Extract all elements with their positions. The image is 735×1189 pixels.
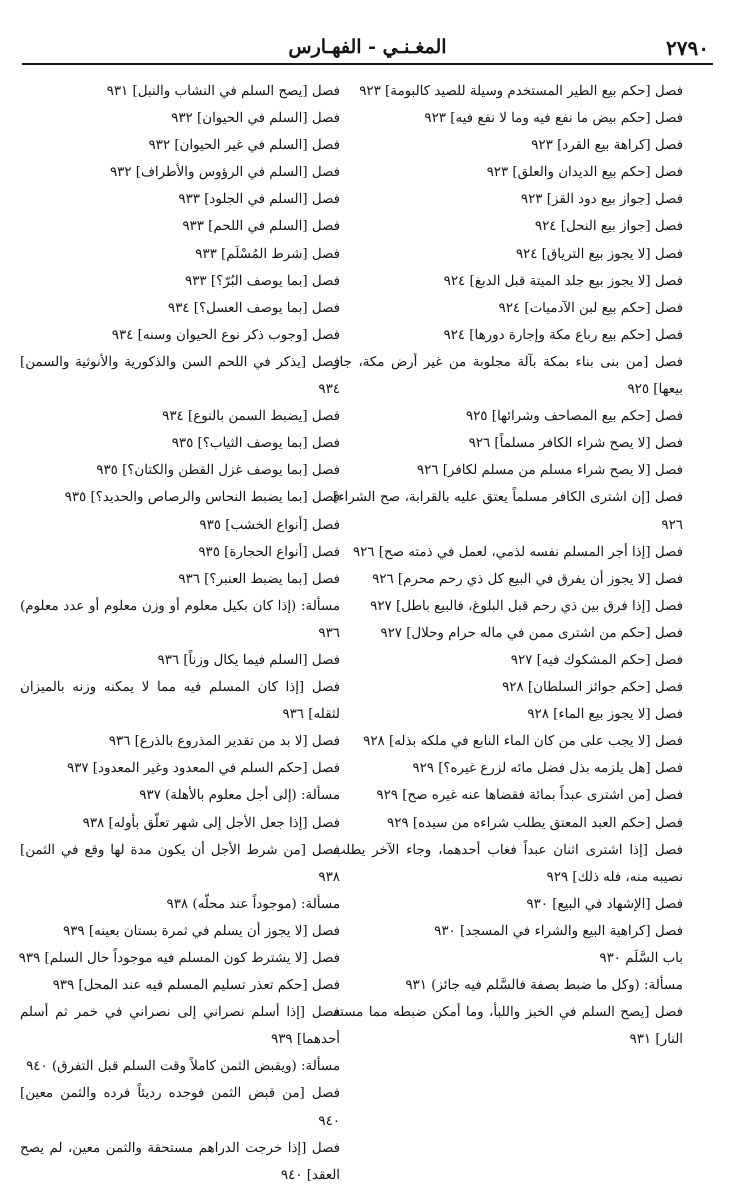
index-entry: فصل [إذا أجر المسلم نفسه لذمي، لعمل في ذمته صح] ٩٢٦ [352,544,683,560]
index-entry: فصل [أنواع الخشب] ٩٣٥ [199,517,340,533]
index-entry: فصل [حكم من اشترى ممن في ماله حرام وحلال] ٩٢٧ [380,625,683,641]
index-entry: فصل [كراهة بيع القرد] ٩٢٣ [531,138,683,154]
index-entry: فصل [من اشترى عبداً بمائة فقضاها عنه غيره صح] ٩٢٩ [376,788,683,804]
index-entry: فصل [كراهية البيع والشراء في المسجد] ٩٣٠ [434,923,683,939]
index-entry: فصل [الإشهاد في البيع] ٩٣٠ [526,896,683,912]
index-column-right [333,78,683,1053]
index-entry: فصل [حكم جوائز السلطان] ٩٢٨ [502,680,683,696]
index-entry: فصل [لا يجوز بيع الماء] ٩٢٨ [527,707,683,723]
index-entry: فصل [من شرط الأجل أن يكون مدة لها وقع في الثمن] ٩٣٨ [20,842,340,885]
index-entry: فصل [إذا أسلم نصراني إلى نصراني في خمر ثم أسلم أحدهما] ٩٣٩ [20,1005,340,1048]
index-entry: فصل [حكم السلم في المعدود وغير المعدود] ٩٣٧ [66,761,340,777]
index-entry: فصل [إذا خرجت الدراهم مستحقة والثمن معين، لم يصح العقد] ٩٤٠ [20,1140,340,1183]
index-entry: فصل [السلم في غير الحيوان] ٩٣٢ [148,138,340,154]
index-entry: فصل [شرط المُسْلَم] ٩٣٣ [195,246,340,262]
index-entry: فصل [حكم العبد المعتق يطلب شراءه من سيده] ٩٢٩ [387,815,683,831]
index-entry: فصل [هل يلزمه بذل فضل مائه لزرع غيره؟] ٩٢٩ [412,761,683,777]
running-title: المغـنـي - الفهـارس [288,36,447,58]
index-entry: مسألة: (إلى أجل معلوم بالأهلة) ٩٣٧ [139,788,340,804]
index-entry: فصل [لا يصح شراء مسلم من مسلم لكافر] ٩٢٦ [416,463,683,479]
index-entry: فصل [السلم في الرؤوس والأطراف] ٩٣٢ [109,165,340,181]
index-entry: فصل [حكم تعذر تسليم المسلم فيه عند المحل] ٩٣٩ [52,978,340,994]
index-entry: فصل [لا يجوز بيع الترياق] ٩٢٤ [515,246,683,262]
index-entry: مسألة: (موجوداً عند محلّه) ٩٣٨ [166,896,340,912]
index-column-left [20,78,340,1189]
index-entry: فصل [جواز بيع دود القز] ٩٢٣ [520,192,683,208]
index-entry: فصل [لا يجب على من كان الماء النابع في ملكه بذله] ٩٢٨ [363,734,683,750]
index-entry: فصل [حكم بيع الديدان والعلق] ٩٢٣ [486,165,683,181]
index-entry: فصل [أنواع الحجارة] ٩٣٥ [198,544,340,560]
index-entry: فصل [يذكر في اللحم السن والذكورية والأنوثية والسمن] ٩٣٤ [20,354,340,398]
index-entry: فصل [إذا اشترى اثنان عبداً فغاب أحدهما، وجاء الآخر يطلب نصيبه منه، فله ذلك] ٩٢٩ [333,842,683,885]
index-entry: فصل [إذا فرق بين ذي رحم قبل البلوغ، فالبيع باطل] ٩٢٧ [370,598,683,614]
index-entry: فصل [إذا جعل الأجل إلى شهر تعلّق بأوله] ٩٣٨ [82,815,340,831]
index-entry: فصل [حكم بيع رباع مكة وإجارة دورها] ٩٢٤ [443,327,683,343]
index-entry: فصل [بما يوصف غزل القطن والكتان؟] ٩٣٥ [96,463,340,479]
index-entry: فصل [حكم بيع الطير المستخدم وسيلة للصيد كالبومة] ٩٢٣ [359,84,683,99]
index-entry: فصل [لا يشترط كون المسلم فيه موجوداً حال السلم] ٩٣٩ [18,951,340,966]
page-header [22,34,713,64]
index-entry: فصل [يضبط السمن بالنوع] ٩٣٤ [162,409,340,425]
index-entry: فصل [من قبض الثمن فوجده رديئاً فرده والثمن معين] ٩٤٠ [20,1086,340,1129]
index-entry: فصل [إن اشترى الكافر مسلماً يعتق عليه بالقرابة، صح الشراء] ٩٢٦ [333,490,683,533]
index-entry: فصل [جواز بيع النحل] ٩٢٤ [534,219,683,235]
index-entry: باب السَّلَم ٩٣٠ [599,951,683,966]
index-entry: فصل [يصح السلم في الخبز واللبأ، وما أمكن ضبطه مما مسته النار] ٩٣١ [333,1005,683,1048]
index-entry: فصل [السلم في الحيوان] ٩٣٢ [171,111,340,127]
index-entry: فصل [لا بد من تقدير المذروع بالذرع] ٩٣٦ [108,734,340,750]
page-number: ٢٧٩٠ [666,36,709,60]
index-entry: فصل [من بنى بناء بمكة بآلة مجلوبة من غير أرض مكة، جاز بيعها] ٩٢٥ [333,354,683,398]
index-entry: فصل [لا يجوز بيع جلد الميتة قبل الدبغ] ٩٢٤ [443,273,683,289]
index-entry: فصل [بما يوصف الثياب؟] ٩٣٥ [171,436,340,452]
index-entry: فصل [إذا كان المسلم فيه مما لا يمكنه وزنه بالميزان لثقله] ٩٣٦ [20,680,340,723]
index-entry: فصل [حكم المشكوك فيه] ٩٢٧ [510,652,683,668]
index-entry: فصل [السلم في اللحم] ٩٣٣ [182,219,340,235]
index-entry: فصل [بما يضبط النحاس والرصاص والحديد؟] ٩٣٥ [64,490,340,506]
index-entry: مسألة: (إذا كان بكيل معلوم أو وزن معلوم أو عدد معلوم) ٩٣٦ [20,598,340,641]
index-entry: فصل [السلم فيما يكال وزناً] ٩٣٦ [157,652,340,668]
header-rule [22,63,713,65]
index-entry: فصل [حكم بيض ما نفع فيه وما لا نفع فيه] ٩٢٣ [424,111,683,127]
index-entry: فصل [حكم بيع لبن الآدميات] ٩٢٤ [498,300,683,316]
index-entry: فصل [وجوب ذكر نوع الحيوان وسنه] ٩٣٤ [111,327,340,343]
index-entry: فصل [بما يوصف العسل؟] ٩٣٤ [167,300,340,316]
index-entry: مسألة: (ويقبض الثمن كاملاً وقت السلم قبل التفرق) ٩٤٠ [26,1059,340,1075]
index-entry: مسألة: (وكل ما ضبط بصفة فالسَّلم فيه جائز) ٩٣١ [405,978,683,994]
index-entry: فصل [لا يجوز أن يسلم في ثمرة بستان بعينه] ٩٣٩ [63,923,340,939]
index-entry: فصل [بما يوصف البُرّ؟] ٩٣٣ [185,273,340,289]
index-entry: فصل [بما يضبط العنبر؟] ٩٣٦ [178,571,340,587]
index-entry: فصل [لا يصح شراء الكافر مسلماً] ٩٢٦ [468,436,683,452]
index-entry: فصل [السلم في الجلود] ٩٣٣ [178,192,340,208]
index-entry: فصل [لا يجوز أن يفرق في البيع كل ذي رحم محرم] ٩٢٦ [372,571,683,587]
index-entry: فصل [حكم بيع المصاحف وشرائها] ٩٢٥ [465,409,683,425]
index-entry: فصل [يصح السلم في النشاب والنبل] ٩٣١ [106,84,340,99]
